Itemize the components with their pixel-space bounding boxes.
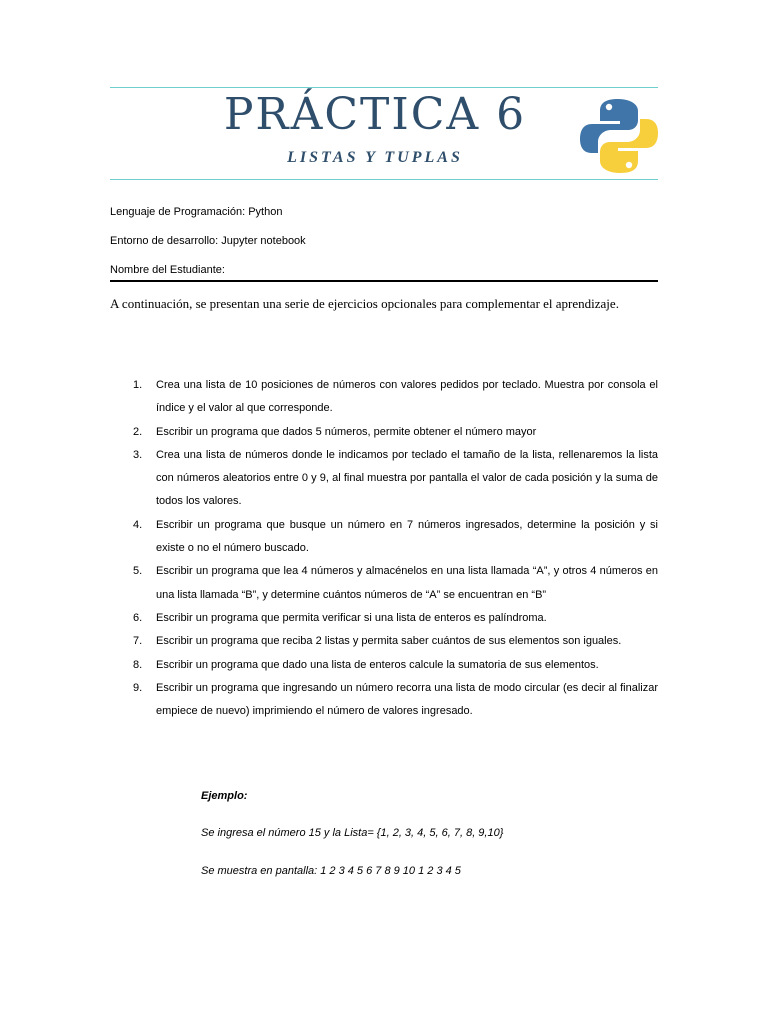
exercise-number: 5.: [133, 565, 143, 578]
exercise-item: [110, 374, 658, 421]
exercise-item: [110, 560, 658, 607]
student-name-underline: [110, 280, 658, 282]
python-logo-icon: [578, 97, 660, 175]
example-input: Se ingresa el número 15 y la Lista= {1, 2, 3, 4, 5, 6, 7, 8, 9,10}: [201, 827, 504, 839]
exercise-number: 4.: [133, 518, 143, 531]
exercise-text: Escribir un programa que dados 5 números, permite obtener el número mayor: [156, 425, 537, 438]
header-top-rule: [110, 87, 658, 88]
intro-paragraph: A continuación, se presentan una serie de ejercicios opcionales para complementar el aprendizaje.: [110, 296, 619, 311]
exercise-text: Escribir un programa que reciba 2 listas y permita saber cuántos de sus elementos son iguales.: [156, 635, 622, 648]
exercise-text: Escribir un programa que busque un número en 7 números ingresados, determine la posición y si existe o no el número buscado.: [156, 518, 658, 555]
environment-line: Entorno de desarrollo: Jupyter notebook: [110, 235, 306, 247]
exercise-item: [110, 421, 658, 444]
student-name-line: Nombre del Estudiante:: [110, 264, 225, 276]
exercise-text: Escribir un programa que ingresando un número recorra una lista de modo circular (es decir al finalizar empiece de nuevo) imprimiendo el número de valores ingresado.: [156, 681, 658, 718]
exercise-number: 7.: [133, 635, 143, 648]
exercise-number: 2.: [133, 425, 143, 438]
exercise-number: 3.: [133, 448, 143, 461]
exercise-number: 9.: [133, 681, 143, 694]
exercise-item: [110, 677, 658, 724]
exercise-text: Crea una lista de 10 posiciones de números con valores pedidos por teclado. Muestra por consola el índice y el valor al que corresponde.: [156, 379, 658, 415]
exercise-item: [110, 444, 658, 514]
exercise-list: [110, 374, 658, 723]
exercise-item: [110, 514, 658, 561]
exercise-text: Crea una lista de números donde le indicamos por teclado el tamaño de la lista, rellenaremos la lista con números aleatorios entre 0 y 9, al final muestra por pantalla el valor de cada posición y la suma de todos los valores.: [156, 448, 658, 508]
exercise-text: Escribir un programa que permita verificar si una lista de enteros es palíndroma.: [156, 611, 547, 624]
exercise-text: Escribir un programa que lea 4 números y almacénelos en una lista llamada “A”, y otros 4 números en una lista llamada “B”, y determine cuántos números de “A” se encuentran en “B”: [156, 565, 658, 601]
example-output: Se muestra en pantalla: 1 2 3 4 5 6 7 8 9 10 1 2 3 4 5: [201, 865, 461, 877]
exercise-number: 1.: [133, 379, 143, 391]
exercise-number: 6.: [133, 611, 143, 624]
exercise-text: Escribir un programa que dado una lista de enteros calcule la sumatoria de sus elementos.: [156, 658, 599, 671]
example-heading: Ejemplo:: [201, 790, 248, 802]
page-subtitle: LISTAS Y TUPLAS: [287, 149, 463, 166]
exercise-item: [110, 630, 658, 653]
exercise-number: 8.: [133, 658, 143, 671]
language-line: Lenguaje de Programación: Python: [110, 206, 283, 218]
exercise-item: [110, 654, 658, 677]
header-bottom-rule: [110, 179, 658, 180]
exercise-item: [110, 607, 658, 630]
page-title: PRÁCTICA 6: [223, 89, 527, 140]
